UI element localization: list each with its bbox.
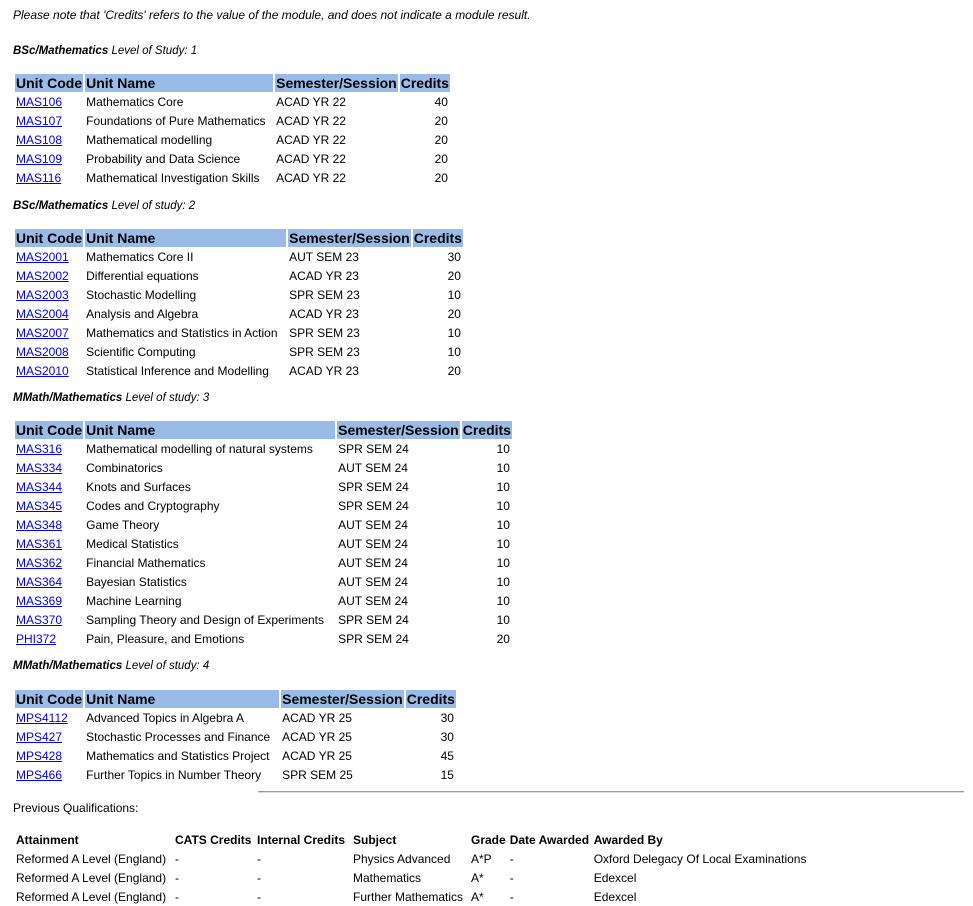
col-unit-name: Unit Name (85, 421, 335, 439)
unit-code-cell (15, 342, 83, 361)
date-awarded-cell: - (509, 889, 514, 904)
unit-row (15, 149, 450, 168)
unit-code-cell (15, 323, 83, 342)
unit-row (15, 591, 512, 610)
credits-note: Please note that 'Credits' refers to the value of the module, and does not indicate a module result. (13, 8, 531, 22)
unit-name-cell: Machine Learning (86, 593, 182, 608)
col-credits: Credits (406, 691, 455, 707)
level-number: 1 (190, 45, 198, 57)
unit-code-cell (15, 477, 83, 496)
unit-semester-cell: SPR SEM 23 (289, 344, 360, 359)
col-grade: Grade (471, 833, 506, 847)
unit-credits-cell: 10 (447, 325, 461, 340)
unit-code-cell (15, 266, 83, 285)
units-header-row (15, 690, 456, 708)
unit-code-cell (15, 572, 83, 591)
unit-credits-cell: 20 (434, 170, 448, 185)
unit-name-cell: Stochastic Processes and Finance (86, 729, 271, 744)
unit-row (15, 534, 512, 553)
units-table-level-4 (13, 690, 458, 784)
unit-row (15, 285, 463, 304)
unit-name-cell: Mathematical modelling of natural systems (86, 441, 313, 456)
col-attainment: Attainment (16, 833, 79, 847)
unit-code-cell (15, 304, 83, 323)
unit-row (15, 496, 512, 515)
subject-cell: Mathematics (353, 870, 422, 885)
unit-code-link[interactable]: MAS2007 (16, 325, 69, 340)
col-unit-code: Unit Code (16, 230, 83, 246)
grade-cell: A* (471, 889, 484, 904)
col-cats-credits: CATS Credits (175, 833, 252, 847)
unit-row (15, 266, 463, 285)
unit-code-link[interactable]: MAS116 (16, 170, 62, 185)
unit-name-cell: Probability and Data Science (86, 151, 241, 166)
unit-name-cell: Mathematical Investigation Skills (86, 170, 260, 185)
unit-name-cell: Advanced Topics in Algebra A (86, 710, 244, 725)
col-credits: Credits (462, 422, 511, 438)
unit-semester-cell: ACAD YR 22 (276, 170, 346, 185)
unit-credits-cell: 40 (434, 94, 448, 109)
previous-qualifications-table (13, 831, 809, 906)
col-subject: Subject (353, 833, 397, 847)
unit-name-cell: Mathematics Core II (86, 249, 194, 264)
unit-row (15, 477, 512, 496)
unit-code-link[interactable]: MAS2003 (16, 287, 69, 302)
date-awarded-cell: - (509, 851, 514, 866)
awarded-by-cell: Edexcel (593, 870, 637, 885)
unit-row (15, 610, 512, 629)
unit-semester-cell: ACAD YR 25 (282, 710, 352, 725)
attainment-cell: Reformed A Level (England) (16, 870, 167, 885)
unit-credits-cell: 10 (496, 517, 510, 532)
cats-credits-cell: - (175, 851, 179, 866)
unit-code-link[interactable]: MAS334 (16, 460, 63, 475)
unit-credits-cell: 10 (496, 460, 510, 475)
programme-name: BSc/Mathematics (13, 45, 109, 57)
unit-credits-cell: 20 (447, 268, 461, 283)
subject-cell: Physics Advanced (353, 851, 451, 866)
unit-semester-cell: SPR SEM 24 (338, 441, 409, 456)
unit-semester-cell: ACAD YR 22 (276, 113, 346, 128)
unit-semester-cell: ACAD YR 22 (276, 132, 346, 147)
unit-credits-cell: 10 (496, 612, 510, 627)
unit-credits-cell: 45 (440, 748, 454, 763)
unit-credits-cell: 10 (496, 441, 510, 456)
date-awarded-cell: - (509, 870, 514, 885)
units-table-level-1 (13, 74, 452, 187)
unit-code-link[interactable]: MPS4112 (16, 710, 68, 725)
qualification-row (15, 887, 807, 906)
unit-code-link[interactable]: PHI372 (16, 631, 57, 646)
unit-semester-cell: AUT SEM 24 (338, 460, 408, 475)
unit-semester-cell: ACAD YR 23 (289, 306, 359, 321)
unit-semester-cell: AUT SEM 24 (338, 574, 408, 589)
col-semester: Semester/Session (338, 422, 459, 438)
unit-code-cell (15, 285, 83, 304)
programme-name: BSc/Mathematics (13, 200, 109, 212)
unit-semester-cell: AUT SEM 24 (338, 536, 408, 551)
unit-code-cell (15, 149, 83, 168)
unit-code-link[interactable]: MAS348 (16, 517, 63, 532)
unit-row (15, 247, 463, 266)
unit-code-cell (15, 111, 83, 130)
unit-code-link[interactable]: MAS344 (16, 479, 63, 494)
unit-code-cell (15, 247, 83, 266)
qualification-row (15, 849, 807, 868)
unit-credits-cell: 20 (447, 306, 461, 321)
unit-credits-cell: 10 (496, 479, 510, 494)
unit-code-link[interactable]: MPS428 (16, 748, 63, 763)
unit-name-cell: Analysis and Algebra (86, 306, 199, 321)
unit-name-cell: Financial Mathematics (86, 555, 206, 570)
level-number: 2 (188, 200, 196, 212)
unit-name-cell: Further Topics in Number Theory (86, 767, 262, 782)
awarded-by-cell: Oxford Delegacy Of Local Examinations (593, 851, 807, 866)
unit-code-link[interactable]: MAS2004 (16, 306, 69, 321)
unit-code-link[interactable]: MAS109 (16, 151, 63, 166)
col-unit-code: Unit Code (16, 422, 83, 438)
unit-semester-cell: SPR SEM 25 (282, 767, 353, 782)
col-semester: Semester/Session (289, 230, 410, 246)
unit-code-link[interactable]: MAS362 (16, 555, 63, 570)
unit-code-link[interactable]: MAS364 (16, 574, 63, 589)
internal-credits-cell: - (257, 870, 261, 885)
unit-name-cell: Pain, Pleasure, and Emotions (86, 631, 245, 646)
unit-semester-cell: ACAD YR 22 (276, 94, 346, 109)
unit-code-cell (15, 361, 83, 380)
level-label: Level of study: (125, 660, 200, 672)
unit-credits-cell: 20 (496, 631, 510, 646)
unit-semester-cell: AUT SEM 24 (338, 555, 408, 570)
unit-name-cell: Sampling Theory and Design of Experiments (86, 612, 325, 627)
unit-code-cell (15, 591, 83, 610)
cats-credits-cell: - (175, 870, 179, 885)
unit-row (15, 708, 456, 727)
col-unit-name: Unit Name (85, 74, 273, 92)
unit-code-cell (15, 765, 83, 784)
unit-name-cell: Scientific Computing (86, 344, 196, 359)
unit-semester-cell: SPR SEM 23 (289, 325, 360, 340)
previous-qualifications-label: Previous Qualifications: (13, 801, 139, 815)
unit-name-cell: Mathematical modelling (86, 132, 213, 147)
unit-credits-cell: 10 (496, 536, 510, 551)
unit-row (15, 439, 512, 458)
col-unit-name: Unit Name (85, 690, 279, 708)
unit-code-cell (15, 496, 83, 515)
unit-name-cell: Bayesian Statistics (86, 574, 187, 589)
col-semester: Semester/Session (282, 691, 403, 707)
unit-semester-cell: AUT SEM 24 (338, 593, 408, 608)
unit-code-link[interactable]: MAS2002 (16, 268, 69, 283)
col-semester: Semester/Session (276, 75, 397, 91)
unit-code-cell (15, 439, 83, 458)
attainment-cell: Reformed A Level (England) (16, 889, 167, 904)
unit-row (15, 765, 456, 784)
unit-credits-cell: 20 (434, 132, 448, 147)
unit-credits-cell: 30 (440, 729, 454, 744)
units-header-row (15, 421, 512, 439)
programme-name: MMath/Mathematics (13, 660, 123, 672)
unit-name-cell: Stochastic Modelling (86, 287, 197, 302)
unit-credits-cell: 10 (447, 287, 461, 302)
unit-code-link[interactable]: MAS108 (16, 132, 63, 147)
internal-credits-cell: - (257, 889, 261, 904)
level-heading (13, 45, 197, 57)
level-label: Level of Study: (111, 45, 188, 57)
units-header-row (15, 74, 450, 92)
unit-row (15, 92, 450, 111)
unit-row (15, 458, 512, 477)
cats-credits-cell: - (175, 889, 179, 904)
units-table-level-3 (13, 421, 514, 648)
unit-semester-cell: ACAD YR 22 (276, 151, 346, 166)
unit-code-link[interactable]: MAS369 (16, 593, 63, 608)
unit-semester-cell: ACAD YR 25 (282, 748, 352, 763)
unit-semester-cell: AUT SEM 24 (338, 517, 408, 532)
unit-row (15, 323, 463, 342)
grade-cell: A*P (471, 851, 492, 866)
internal-credits-cell: - (257, 851, 261, 866)
unit-row (15, 168, 450, 187)
unit-code-cell (15, 130, 83, 149)
unit-code-cell (15, 92, 83, 111)
unit-semester-cell: ACAD YR 23 (289, 363, 359, 378)
level-number: 4 (202, 660, 210, 672)
unit-semester-cell: ACAD YR 25 (282, 729, 352, 744)
units-table-level-2 (13, 229, 465, 380)
unit-name-cell: Mathematics Core (86, 94, 184, 109)
unit-code-cell (15, 610, 83, 629)
level-number: 3 (202, 392, 210, 404)
level-label: Level of study: (125, 392, 200, 404)
unit-credits-cell: 20 (434, 113, 448, 128)
unit-semester-cell: SPR SEM 24 (338, 612, 409, 627)
unit-semester-cell: SPR SEM 24 (338, 479, 409, 494)
unit-semester-cell: SPR SEM 24 (338, 498, 409, 513)
unit-code-link[interactable]: MAS316 (16, 441, 63, 456)
units-header-row (15, 229, 463, 247)
unit-code-link[interactable]: MAS370 (16, 612, 63, 627)
unit-code-link[interactable]: MAS2008 (16, 344, 69, 359)
unit-name-cell: Combinatorics (86, 460, 163, 475)
unit-name-cell: Differential equations (86, 268, 199, 283)
quals-header-row (15, 831, 807, 849)
unit-credits-cell: 15 (440, 767, 454, 782)
level-heading (13, 660, 209, 672)
unit-row (15, 746, 456, 765)
unit-credits-cell: 30 (447, 249, 461, 264)
unit-code-cell (15, 458, 83, 477)
programme-name: MMath/Mathematics (13, 392, 123, 404)
grade-cell: A* (471, 870, 484, 885)
col-credits: Credits (400, 75, 449, 91)
unit-semester-cell: SPR SEM 24 (338, 631, 409, 646)
unit-semester-cell: AUT SEM 23 (289, 249, 359, 264)
unit-name-cell: Medical Statistics (86, 536, 179, 551)
unit-semester-cell: SPR SEM 23 (289, 287, 360, 302)
unit-name-cell: Statistical Inference and Modelling (86, 363, 269, 378)
unit-credits-cell: 20 (434, 151, 448, 166)
col-unit-name: Unit Name (85, 229, 286, 247)
unit-row (15, 304, 463, 323)
unit-row (15, 361, 463, 380)
awarded-by-cell: Edexcel (593, 889, 637, 904)
subject-cell: Further Mathematics (353, 889, 464, 904)
unit-semester-cell: ACAD YR 23 (289, 268, 359, 283)
unit-name-cell: Foundations of Pure Mathematics (86, 113, 266, 128)
attainment-cell: Reformed A Level (England) (16, 851, 167, 866)
level-heading (13, 392, 209, 404)
unit-code-cell (15, 629, 83, 648)
unit-code-link[interactable]: MAS2001 (16, 249, 69, 264)
unit-credits-cell: 30 (440, 710, 454, 725)
unit-credits-cell: 10 (496, 498, 510, 513)
unit-name-cell: Mathematics and Statistics in Action (86, 325, 278, 340)
unit-row (15, 515, 512, 534)
unit-credits-cell: 10 (496, 555, 510, 570)
qualification-row (15, 868, 807, 887)
unit-row (15, 130, 450, 149)
unit-code-cell (15, 727, 83, 746)
col-internal-credits: Internal Credits (257, 833, 346, 847)
unit-row (15, 553, 512, 572)
unit-row (15, 629, 512, 648)
unit-code-link[interactable]: MAS106 (16, 94, 63, 109)
level-label: Level of study: (111, 200, 186, 212)
col-unit-code: Unit Code (16, 75, 83, 91)
unit-code-cell (15, 746, 83, 765)
divider (258, 791, 964, 793)
unit-name-cell: Codes and Cryptography (86, 498, 220, 513)
col-credits: Credits (413, 230, 462, 246)
unit-credits-cell: 10 (496, 593, 510, 608)
unit-code-cell (15, 515, 83, 534)
col-date-awarded: Date Awarded (509, 833, 590, 847)
unit-code-cell (15, 534, 83, 553)
unit-name-cell: Knots and Surfaces (86, 479, 191, 494)
unit-name-cell: Mathematics and Statistics Project (86, 748, 270, 763)
unit-code-link[interactable]: MPS466 (16, 767, 63, 782)
unit-row (15, 342, 463, 361)
unit-name-cell: Game Theory (86, 517, 160, 532)
unit-code-link[interactable]: MAS2010 (16, 363, 69, 378)
level-heading (13, 200, 195, 212)
unit-code-link[interactable]: MPS427 (16, 729, 63, 744)
unit-code-cell (15, 708, 83, 727)
unit-row (15, 727, 456, 746)
col-unit-code: Unit Code (16, 691, 83, 707)
unit-credits-cell: 10 (496, 574, 510, 589)
unit-row (15, 572, 512, 591)
unit-row (15, 111, 450, 130)
unit-code-cell (15, 553, 83, 572)
unit-code-link[interactable]: MAS107 (16, 113, 63, 128)
unit-code-link[interactable]: MAS361 (16, 536, 63, 551)
unit-code-link[interactable]: MAS345 (16, 498, 63, 513)
unit-code-cell (15, 168, 83, 187)
col-awarded-by: Awarded By (593, 833, 663, 847)
unit-credits-cell: 20 (447, 363, 461, 378)
unit-credits-cell: 10 (447, 344, 461, 359)
